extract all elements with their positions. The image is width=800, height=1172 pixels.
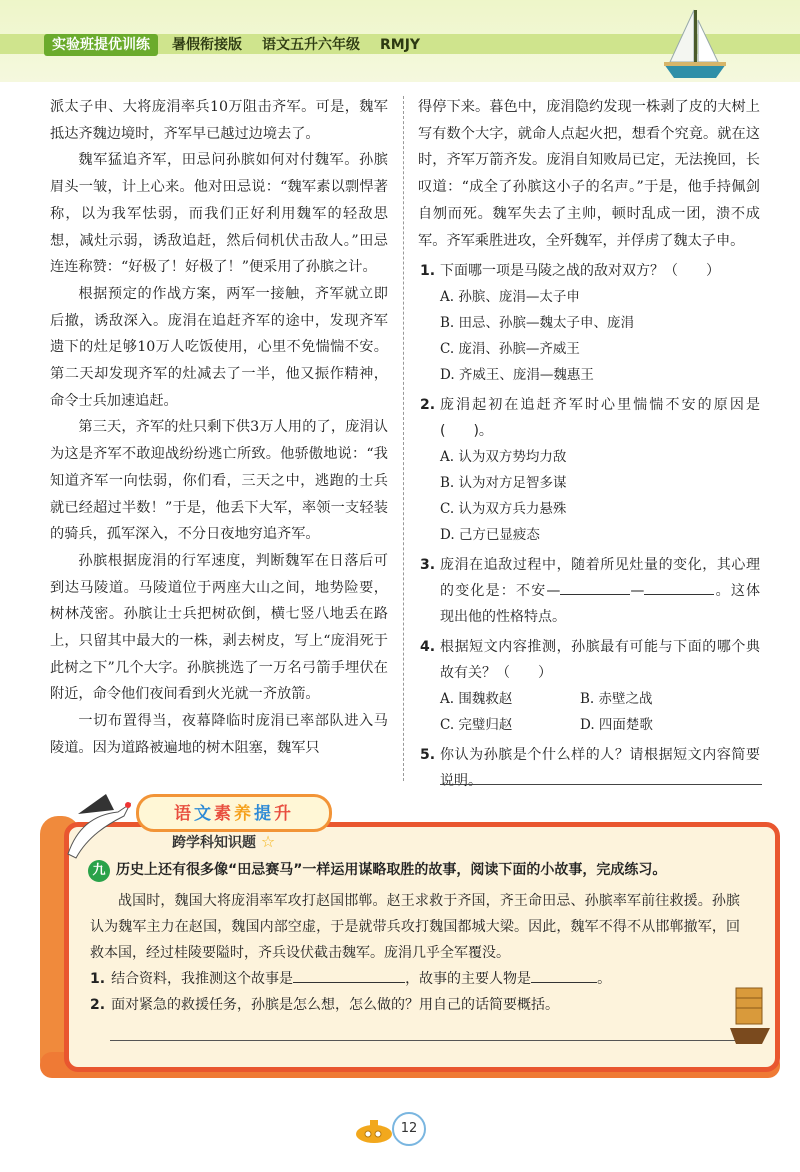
question-5 [418,742,760,794]
banner-char: 养 [234,804,254,824]
answer-blank[interactable] [560,594,630,595]
sailboat-icon [660,6,730,82]
question-text: 庞涓在追敌过程中，随着所见灶量的变化，其心理的变化是：不安— [440,557,760,600]
answer-line[interactable] [440,784,762,785]
question-number: 3. [420,557,436,574]
question-number: 2. [420,397,436,414]
question-number: 1. [420,263,436,280]
article-paragraph: 派太子申、大将庞涓率兵10万阻击齐军。可是，魏军抵达齐魏边境时，齐军早已越过边境去了。 [50,99,388,142]
dash-text: — [630,583,645,600]
option-item[interactable]: D. 四面楚歌 [580,717,653,734]
option-item[interactable]: D. 齐威王、庞涓—魏惠王 [440,367,594,384]
question-4 [418,634,760,686]
question-text: 结合资料，我推测这个故事是 [111,971,294,987]
brand-label: 实验班提优训练 [44,34,158,56]
question-text: 这体现出他的性格特点。 [440,583,761,626]
panel-question-2 [90,992,559,1018]
article-right-column [418,94,760,794]
task-title: 历史上还有很多像“田忌赛马”一样运用谋略取胜的故事，阅读下面的小故事，完成练习。 [116,862,667,878]
period-text: 。 [597,971,612,987]
question-number: 1. [90,971,106,987]
answer-blank[interactable] [531,982,597,983]
column-divider [403,96,404,781]
banner-char: 提 [254,804,274,824]
question-text: 你认为孙膑是个什么样的人？请根据短文内容简要说明。 [440,747,760,790]
option-item[interactable]: D. 己方已显疲态 [440,527,540,544]
story-paragraph: 战国时，魏国大将庞涓率军攻打赵国邯郸。赵王求救于齐国，齐王命田忌、孙膑率军前往救援。孙膑认为魏军主力在赵国，魏国内部空虚，于是就带兵攻打魏国都城大梁。因此，魏军不得不从邯郸撤军，回救本国，经过桂陵要隘时，齐兵设伏截击魏军。庞涓几乎全军覆没。 [90,893,740,961]
option-item[interactable]: A. 围魏救赵 [440,691,513,708]
star-icon: ☆ [260,832,276,851]
question-number: 5. [420,747,436,764]
article-paragraph: 根据预定的作战方案，两军一接触，齐军就立即后撤，诱敌深入。庞涓在追赶齐军的途中，发现齐军遗下的灶足够10万人吃饭使用，心里不免惴惴不安。第二天却发现齐军的灶减去了一半，他又振作精神，命令士兵加速追赶。 [50,285,388,409]
code-label: RMJY [380,37,421,53]
article-paragraph: 一切布置得当，夜幕降临时庞涓已率部队进入马陵道。因为道路被遍地的树木阻塞，魏军只 [50,713,388,756]
answer-blank[interactable] [644,594,714,595]
option-item[interactable]: A. 孙膑、庞涓—太子申 [440,289,580,306]
page-header [0,0,800,82]
period-text: 。 [714,583,731,600]
section-subtitle [172,832,275,852]
submarine-icon [352,1116,394,1146]
question-number: 2. [90,997,106,1013]
banner-char: 素 [214,804,234,824]
crane-icon [58,784,138,864]
option-item[interactable]: B. 赤壁之战 [580,691,653,708]
article-left-column [50,94,388,762]
question-text: 面对紧急的救援任务，孙膑是怎么想，怎么做的？用自己的话简要概括。 [111,997,560,1013]
option-item[interactable]: C. 庞涓、孙膑—齐威王 [440,341,580,358]
answer-line[interactable] [110,1040,750,1041]
option-item[interactable]: B. 认为对方足智多谋 [440,475,567,492]
section-banner [136,794,332,832]
option-item[interactable]: A. 认为双方势均力敌 [440,449,567,466]
question-text: 庞涓起初在追赶齐军时心里惴惴不安的原因是( )。 [440,397,760,440]
article-paragraph: 第三天，齐军的灶只剩下供3万人用的了，庞涓认为这是齐军不敢迎战纷纷逃亡所致。他骄傲地说：“我知道齐军一向怯弱，你们看，三天之中，逃跑的士兵就已经超过半数！”于是，他丢下大军，率领一支轻装的骑兵，孤军深入，不分日夜地穷追齐军。 [50,419,388,543]
option-item[interactable]: C. 完璧归赵 [440,717,513,734]
question-text: ，故事的主要人物是 [405,971,532,987]
option-item[interactable]: C. 认为双方兵力悬殊 [440,501,567,518]
question-1 [418,258,760,284]
question-3 [418,552,760,630]
article-paragraph: 魏军猛追齐军，田忌问孙膑如何对付魏军。孙膑眉头一皱，计上心来。他对田忌说：“魏军素以剽悍著称，以为我军怯弱，而我们正好利用魏军的轻敌思想，减灶示弱，诱敌追赶，然后伺机伏击敌人。”田忌连连称赞：“好极了！好极了！”便采用了孙膑之计。 [50,152,388,276]
panel-question-1 [90,966,611,992]
banner-char: 升 [274,804,294,824]
exercise-number-badge: 九 [88,860,110,882]
article-paragraph: 孙膑根据庞涓的行军速度，判断魏军在日落后可到达马陵道。马陵道位于两座大山之间，地势险要，树林茂密。孙膑让士兵把树砍倒，横七竖八地丢在路上，只留其中最大的一株，剥去树皮，写上“庞涓死于此树之下”几个大字。孙膑挑选了一万名弓箭手埋伏在附近，命令他们夜间看到火光就一齐放箭。 [50,552,388,703]
option-row [418,686,760,712]
page-number: 12 [392,1112,426,1146]
story-text [90,888,740,966]
option-row [418,712,760,738]
subject-label: 语文五升六年级 [262,37,360,53]
question-text: 根据短文内容推测，孙膑最有可能与下面的哪个典故有关？（ ） [440,639,760,682]
subtitle-text: 跨学科知识题 [172,835,256,851]
answer-blank[interactable] [293,982,405,983]
article-paragraph: 得停下来。暮色中，庞涓隐约发现一株剥了皮的大树上写有数个大字，就命人点起火把，想看个究竟。就在这时，齐军万箭齐发。庞涓自知败局已定，无法挽回，长叹道：“成全了孙膑这小子的名声。”于是，他手持佩剑自刎而死。魏军失去了主帅，顿时乱成一团，溃不成军。齐军乘胜进攻，全歼魏军，并俘虏了魏太子申。 [418,99,760,249]
question-number: 4. [420,639,436,656]
question-text: 下面哪一项是马陵之战的敌对双方？（ ） [440,263,720,280]
option-item[interactable]: B. 田忌、孙膑—魏太子申、庞涓 [440,315,635,332]
junk-ship-icon [728,984,772,1052]
banner-char: 文 [194,804,214,824]
edition-label: 暑假衔接版 [172,37,242,53]
question-2 [418,392,760,444]
banner-char: 语 [174,804,194,824]
